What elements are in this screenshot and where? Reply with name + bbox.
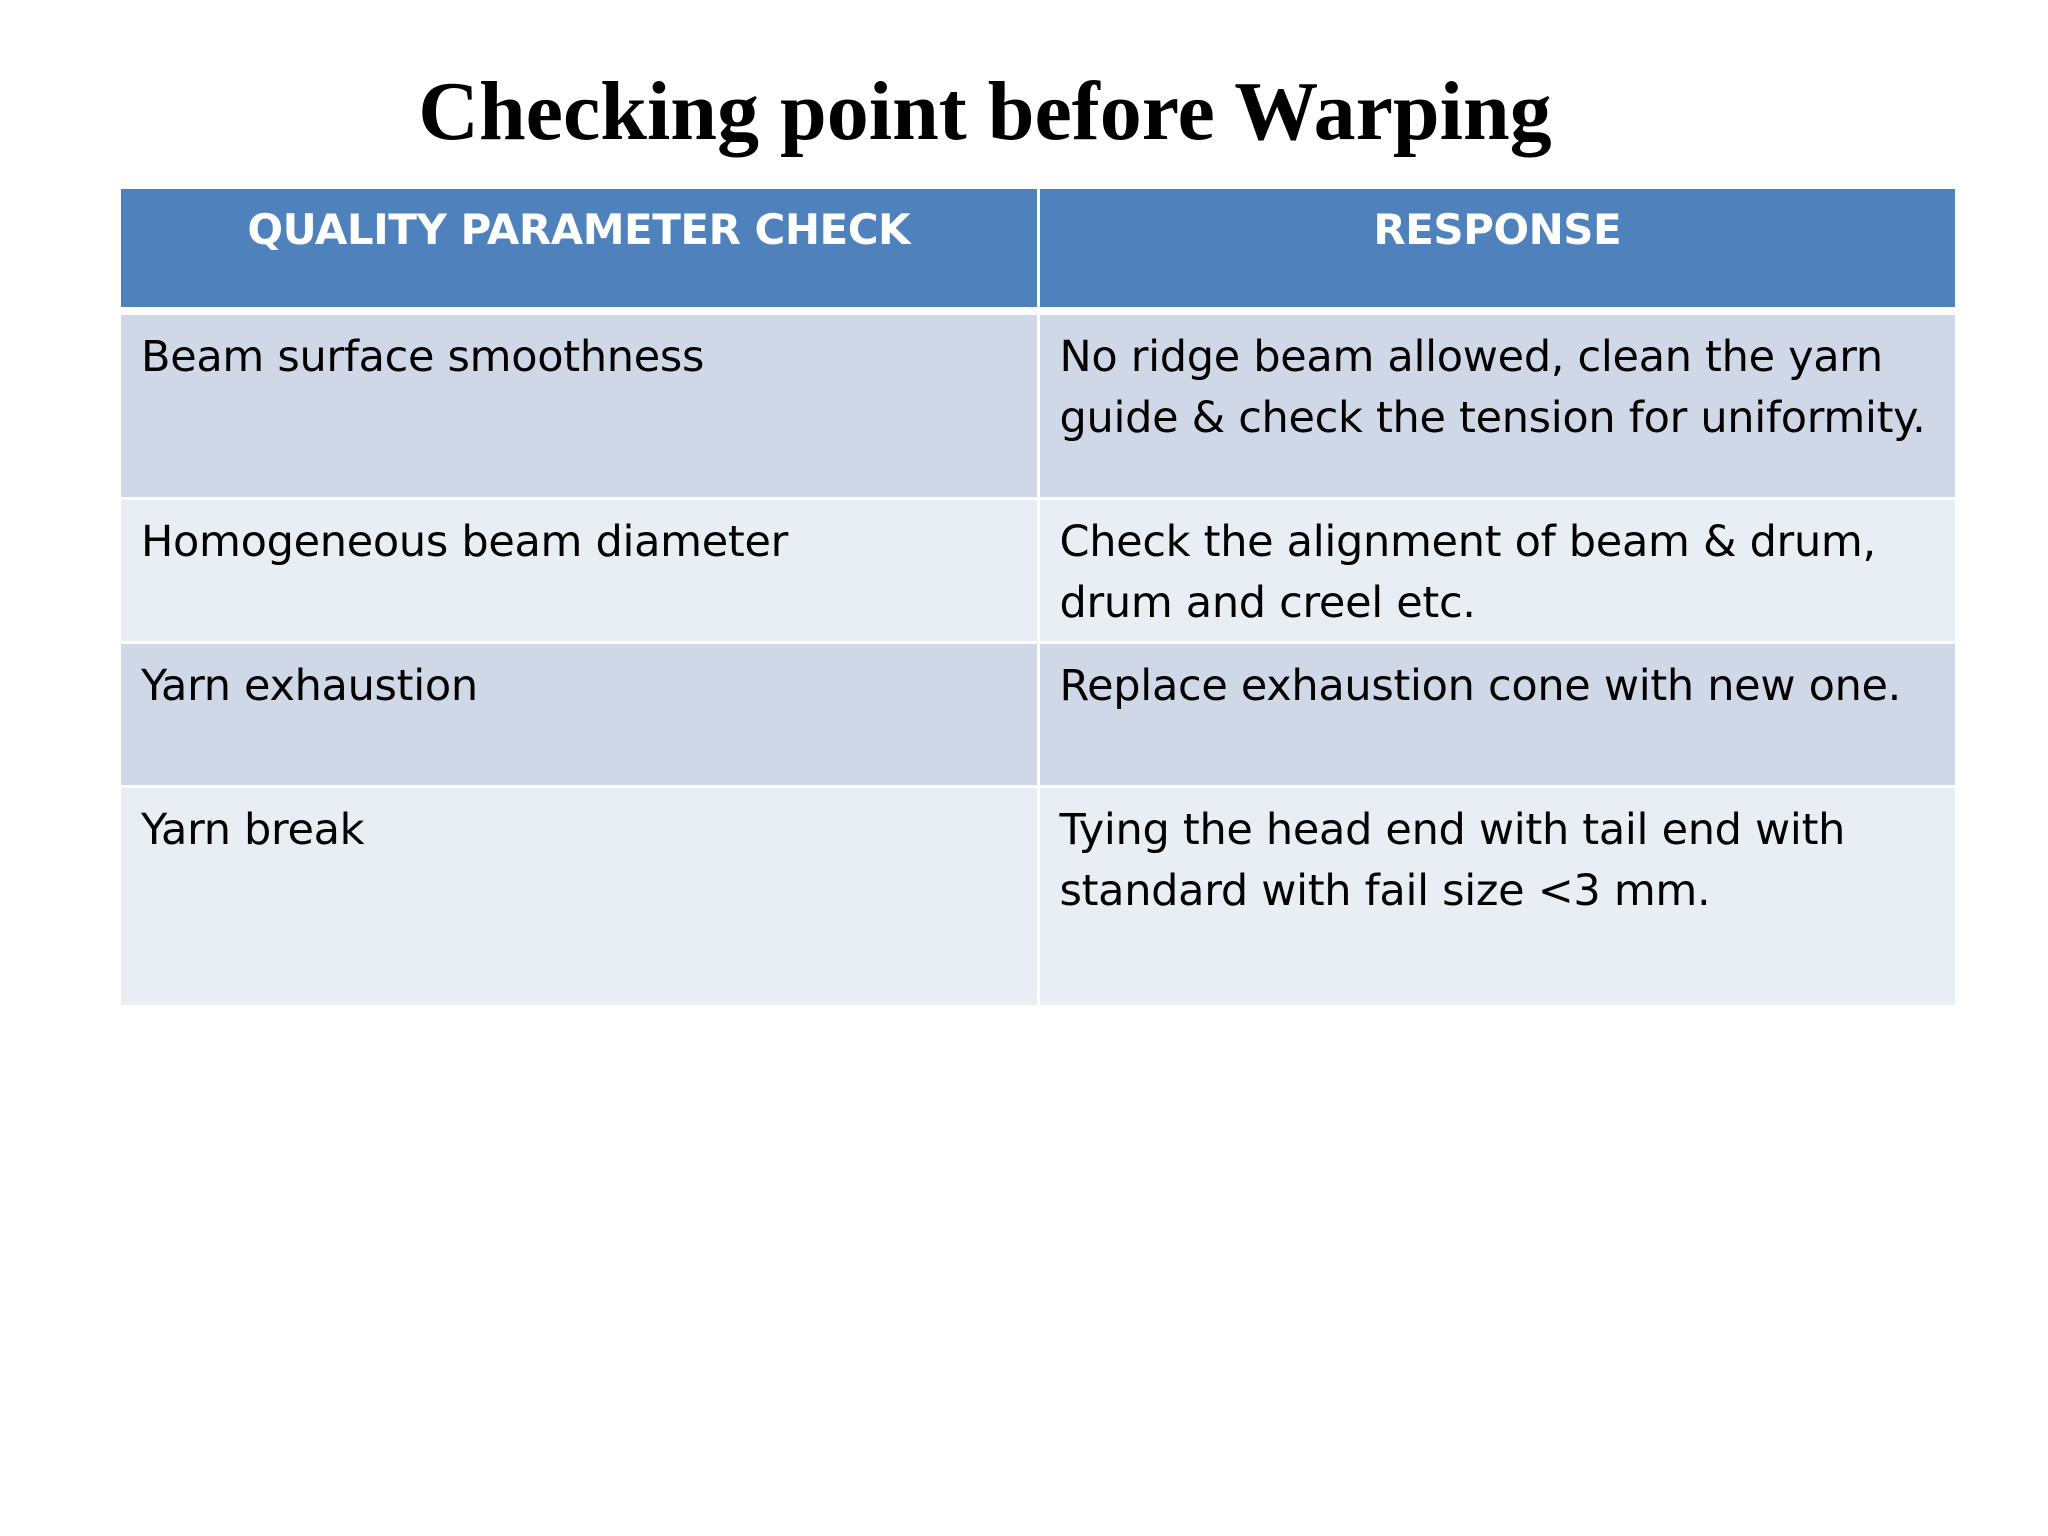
table-header-row — [121, 189, 1955, 311]
column-header-response: RESPONSE — [1038, 189, 1955, 311]
parameter-cell: Beam surface smoothness — [121, 311, 1038, 498]
parameter-cell: Homogeneous beam diameter — [121, 498, 1038, 642]
quality-check-table-container — [121, 189, 1955, 1008]
response-cell: Check the alignment of beam & drum, drum and creel etc. — [1038, 498, 1955, 642]
table-header — [121, 189, 1955, 311]
table-row — [121, 498, 1955, 642]
response-cell: No ridge beam allowed, clean the yarn guide & check the tension for uniformity. — [1038, 311, 1955, 498]
parameter-cell: Yarn exhaustion — [121, 642, 1038, 786]
table-row — [121, 786, 1955, 1006]
response-cell: Replace exhaustion cone with new one. — [1038, 642, 1955, 786]
parameter-cell: Yarn break — [121, 786, 1038, 1006]
response-cell: Tying the head end with tail end with standard with fail size <3 mm. — [1038, 786, 1955, 1006]
column-header-parameter: QUALITY PARAMETER CHECK — [121, 189, 1038, 311]
slide-title: Checking point before Warping — [418, 65, 1552, 158]
quality-check-table — [121, 189, 1955, 1008]
table-body — [121, 311, 1955, 1006]
table-row — [121, 642, 1955, 786]
table-row — [121, 311, 1955, 498]
